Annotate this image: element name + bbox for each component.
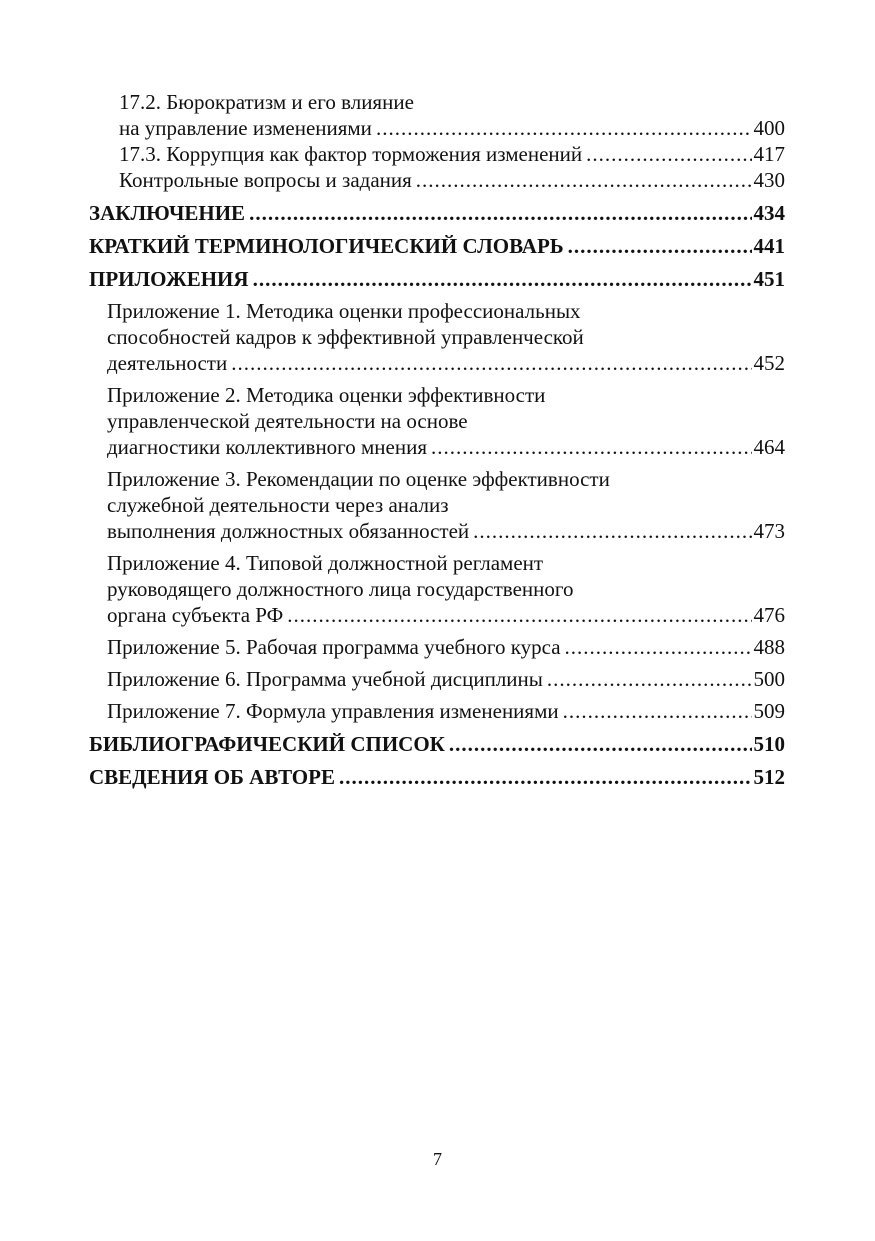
toc-entry-conclusion[interactable] [89, 200, 785, 226]
toc-entry-text: Приложение 4. Типовой должностной регламент [107, 551, 544, 575]
dot-leader [565, 634, 752, 660]
toc-entry-text: деятельности [107, 351, 228, 375]
dot-leader [339, 764, 752, 790]
toc-page-number: 488 [753, 635, 785, 659]
toc-entry-appendices[interactable] [89, 266, 785, 292]
toc-entry-text: 17.2. Бюрократизм и его влияние [119, 90, 414, 114]
page-number: 7 [433, 1149, 442, 1169]
toc-entry-text: управленческой деятельности на основе [107, 409, 468, 433]
toc-page-number: 441 [753, 234, 785, 258]
toc-page-number: 500 [753, 667, 785, 691]
dot-leader [253, 266, 752, 292]
toc-entry-text: Приложение 7. Формула управления изменениями [107, 699, 559, 723]
toc-entry-text: на управление изменениями [119, 116, 372, 140]
toc-entry-text: Приложение 5. Рабочая программа учебного курса [107, 635, 561, 659]
table-of-contents [89, 89, 785, 790]
toc-section-title: ПРИЛОЖЕНИЯ [89, 267, 249, 291]
toc-page-number: 510 [753, 732, 785, 756]
toc-entry-appendix-2[interactable] [89, 382, 785, 460]
dot-leader [376, 115, 752, 141]
toc-page-number: 512 [753, 765, 785, 789]
toc-page-number: 400 [753, 116, 785, 140]
toc-page-number: 509 [753, 699, 785, 723]
toc-entry-text: Приложение 3. Рекомендации по оценке эффективности [107, 467, 610, 491]
dot-leader [563, 698, 752, 724]
toc-entry-text: Приложение 1. Методика оценки профессиональных [107, 299, 581, 323]
dot-leader [231, 350, 751, 376]
toc-section-title: СВЕДЕНИЯ ОБ АВТОРЕ [89, 765, 335, 789]
dot-leader [416, 167, 752, 193]
toc-page-number: 473 [753, 519, 785, 543]
toc-page-number: 430 [753, 168, 785, 192]
dot-leader [287, 602, 751, 628]
dot-leader [547, 666, 752, 692]
toc-entry-bibliography[interactable] [89, 731, 785, 757]
toc-section-title: БИБЛИОГРАФИЧЕСКИЙ СПИСОК [89, 732, 445, 756]
toc-page-number: 451 [753, 267, 785, 291]
toc-entry-text: органа субъекта РФ [107, 603, 284, 627]
toc-entry-text: руководящего должностного лица государственного [107, 577, 574, 601]
toc-entry-appendix-4[interactable] [89, 550, 785, 628]
toc-entry-text: способностей кадров к эффективной управленческой [107, 325, 584, 349]
toc-page-number: 452 [753, 351, 785, 375]
toc-entry-17-3[interactable] [89, 141, 785, 167]
toc-entry-17-2[interactable] [89, 89, 785, 141]
toc-section-title: ЗАКЛЮЧЕНИЕ [89, 201, 246, 225]
toc-page-number: 476 [753, 603, 785, 627]
toc-entry-text: Контрольные вопросы и задания [119, 168, 412, 192]
dot-leader [586, 141, 751, 167]
toc-entry-appendix-6[interactable] [89, 666, 785, 692]
toc-entry-text: Приложение 6. Программа учебной дисциплины [107, 667, 543, 691]
toc-entry-appendix-3[interactable] [89, 466, 785, 544]
toc-entry-author[interactable] [89, 764, 785, 790]
toc-entry-text: диагностики коллективного мнения [107, 435, 428, 459]
toc-entry-text: выполнения должностных обязанностей [107, 519, 470, 543]
dot-leader [431, 434, 751, 460]
toc-section-title: КРАТКИЙ ТЕРМИНОЛОГИЧЕСКИЙ СЛОВАРЬ [89, 234, 564, 258]
toc-entry-appendix-1[interactable] [89, 298, 785, 376]
toc-entry-appendix-5[interactable] [89, 634, 785, 660]
toc-entry-appendix-7[interactable] [89, 698, 785, 724]
toc-entry-text: 17.3. Коррупция как фактор торможения изменений [119, 142, 583, 166]
dot-leader [449, 731, 752, 757]
toc-entry-glossary[interactable] [89, 233, 785, 259]
toc-page-number: 417 [753, 142, 785, 166]
dot-leader [568, 233, 752, 259]
dot-leader [473, 518, 751, 544]
toc-entry-text: служебной деятельности через анализ [107, 493, 449, 517]
toc-page-number: 434 [753, 201, 785, 225]
toc-entry-text: Приложение 2. Методика оценки эффективности [107, 383, 546, 407]
toc-page-number: 464 [753, 435, 785, 459]
toc-entry-questions[interactable] [89, 167, 785, 193]
dot-leader [249, 200, 751, 226]
